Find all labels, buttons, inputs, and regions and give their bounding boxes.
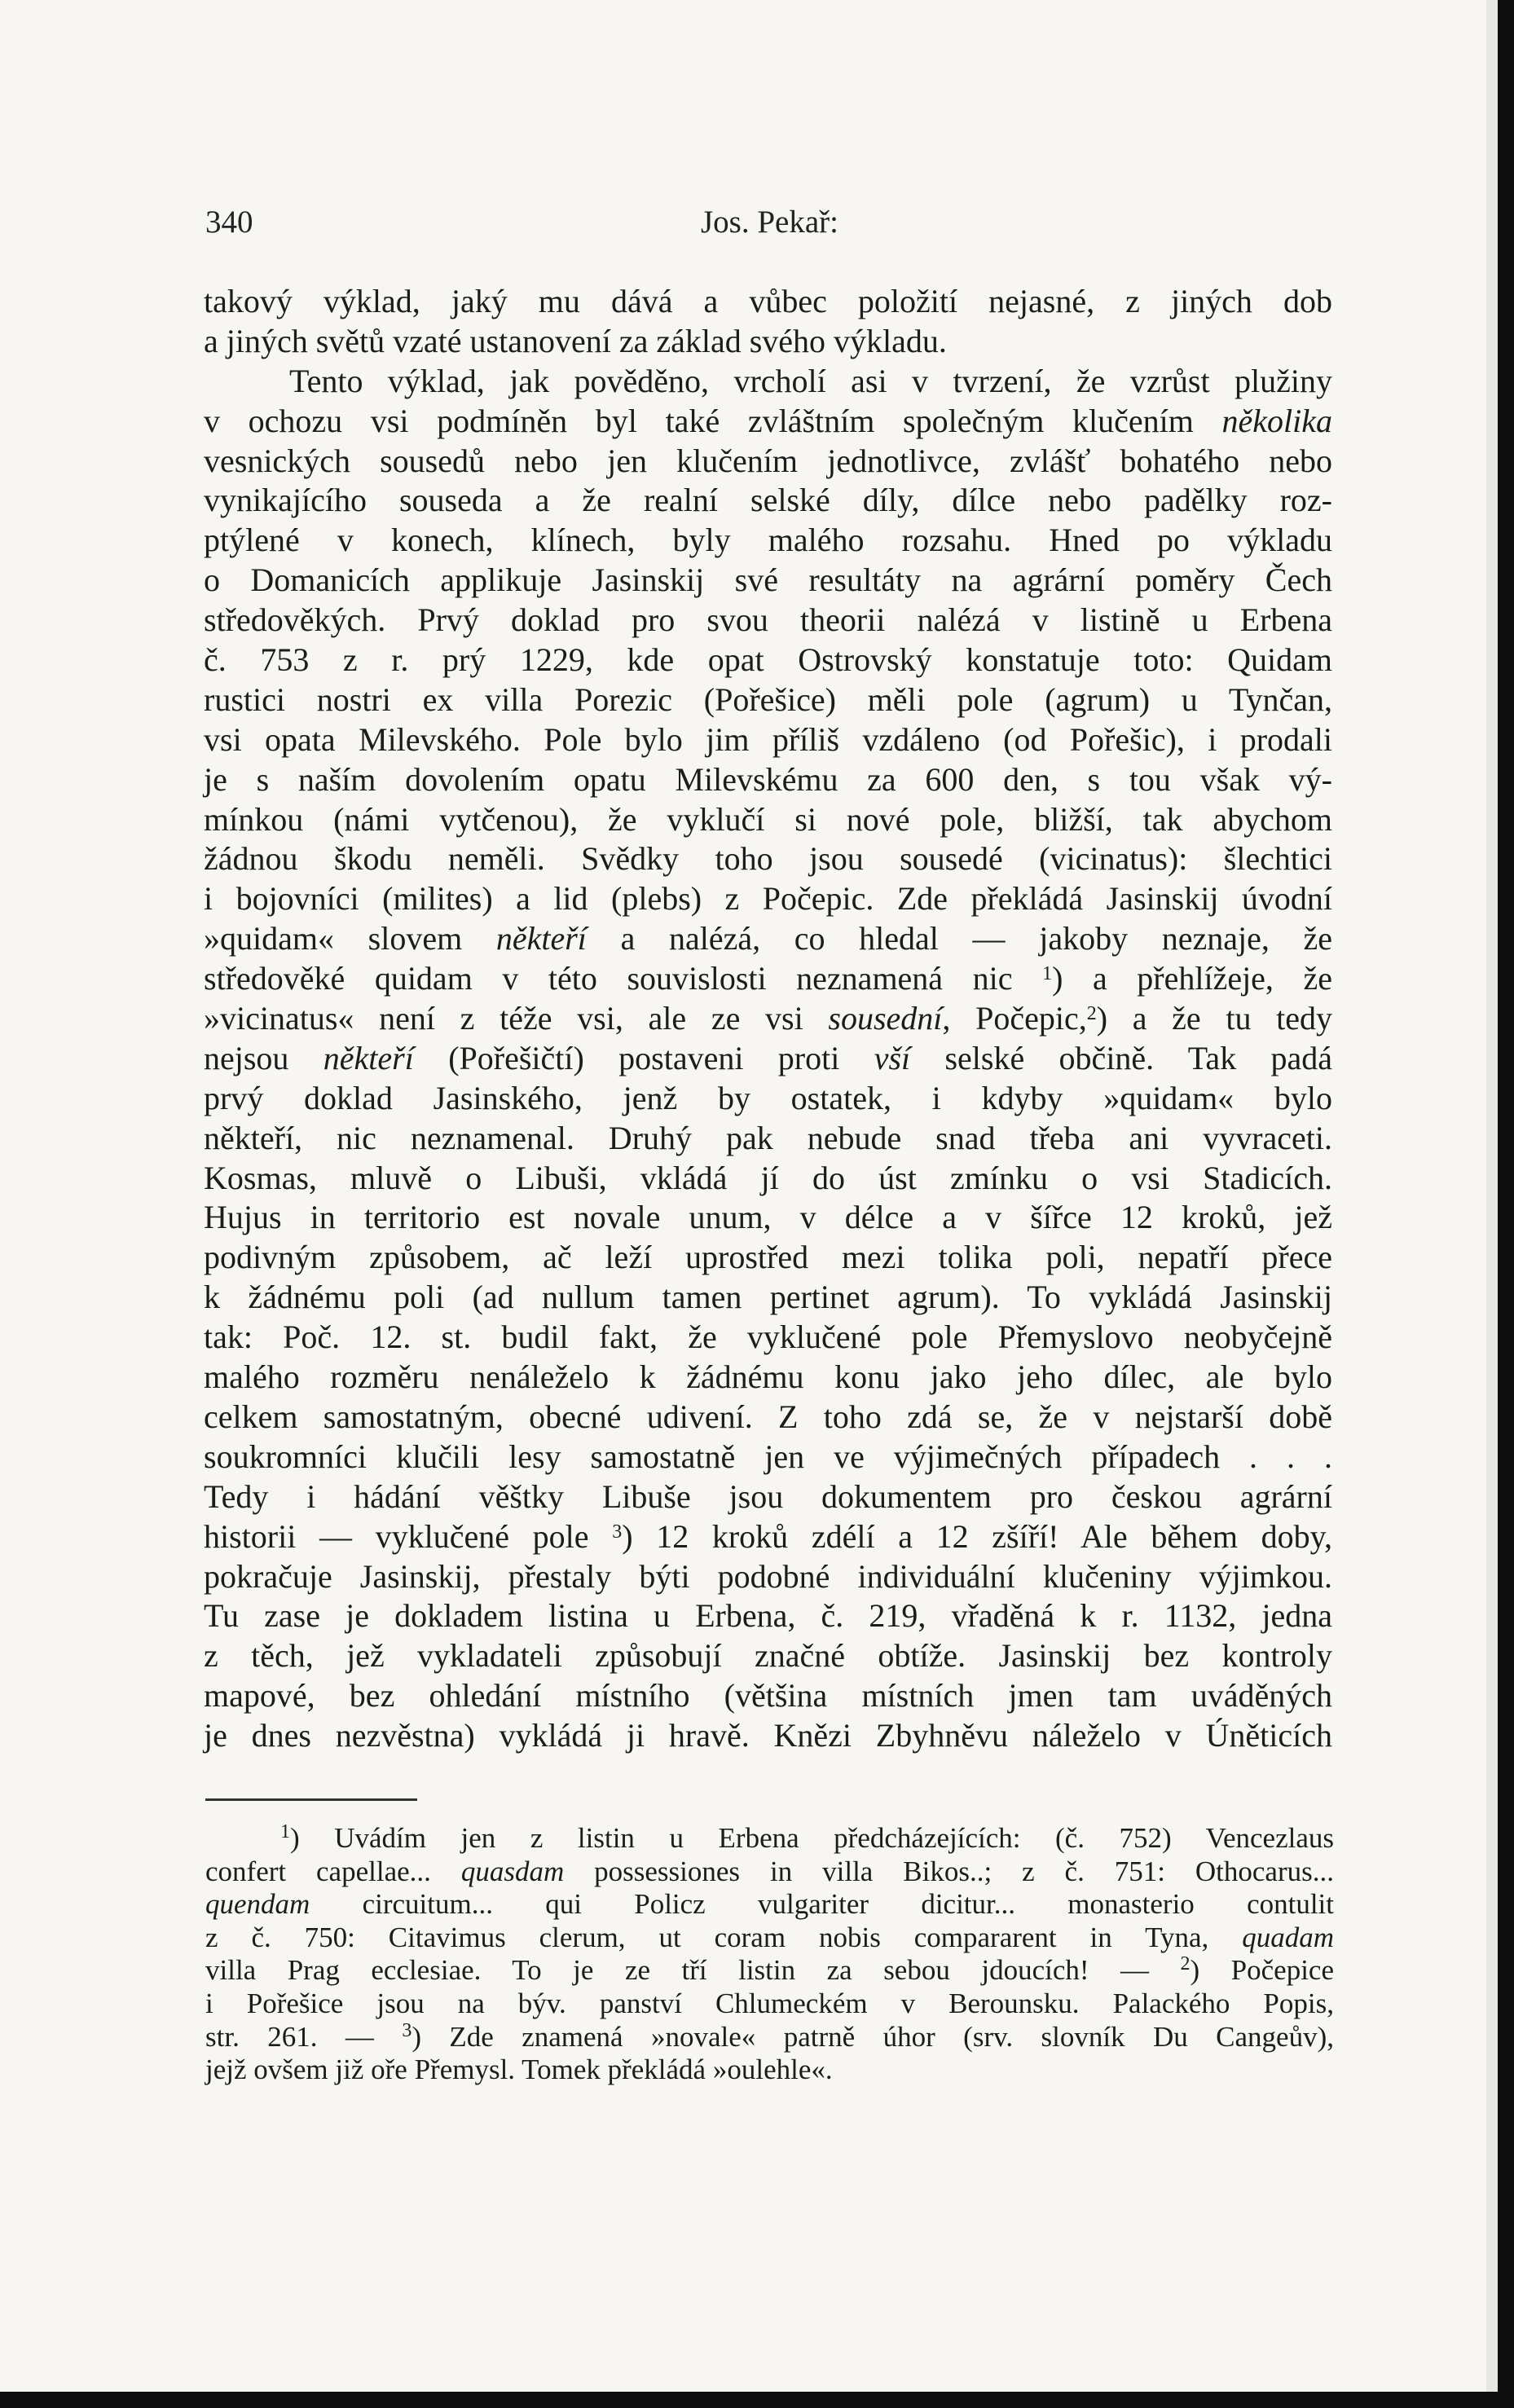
text-line: o Domanicích applikuje Jasinskij své resultáty na agrární poměry Čech (204, 561, 1332, 599)
text-line: soukromníci klučili lesy samostatně jen ve výjimečných případech . . . (204, 1437, 1332, 1475)
text-line: ptýlené v konech, klínech, byly malého rozsahu. Hned po výkladu (204, 522, 1332, 559)
footnote-ref: 3 (612, 1521, 623, 1543)
text-line: i bojovníci (milites) a lid (plebs) z Počepic. Zde překládá Jasinskij úvodní (204, 880, 1332, 918)
text-line: pokračuje Jasinskij, přestaly býti podobné individuální klučeniny výjimkou. (204, 1557, 1332, 1595)
text-line: vsi opata Milevského. Pole bylo jim příliš vzdáleno (od Pořešic), i prodali (204, 720, 1332, 758)
footnotes (205, 1822, 1334, 2087)
footnote-line: villa Prag ecclesiae. To je ze tří listin za sebou jdoucích! — $^2$) Počepice (205, 1953, 1334, 1987)
text-line: mínkou (námi vytčenou), že vyklučí si nové pole, bližší, tak abychom (204, 800, 1332, 838)
page-number: 340 (205, 205, 253, 240)
text-line: je s naším dovolením opatu Milevskému za 600 den, s tou však vý- (204, 760, 1332, 798)
text-line: někteří, nic neznamenal. Druhý pak nebude snad třeba ani vyvraceti. (204, 1119, 1332, 1156)
footnote-ref: 2 (1086, 1003, 1097, 1025)
text-line: mapové, bez ohledání místního (většina místních jmen tam uváděných (204, 1677, 1332, 1715)
text-line: k žádnému poli (ad nullum tamen pertinet agrum). To vykládá Jasinskij (204, 1279, 1332, 1316)
text-line: Tento výklad, jak pověděno, vrcholí asi v tvrzení, že vzrůst plužiny (289, 362, 1332, 399)
text-line: z těch, jež vykladateli způsobují značné obtíže. Jasinskij bez kontroly (204, 1637, 1332, 1675)
text-line: a jiných světů vzaté ustanovení za základ svého výkladu. (204, 322, 947, 359)
text-line: takový výklad, jaký mu dává a vůbec položití nejasné, z jiných dob (204, 283, 1332, 319)
footnote-line: quendam circuitum... qui Policz vulgariter dicitur... monasterio contulit (205, 1888, 1335, 1921)
footnote-line: $^1$) Uvádím jen z listin u Erbena předcházejících: (č. 752) Vencezlaus (280, 1821, 1334, 1854)
text-line: malého rozměru nenáleželo k žádnému konu jako jeho dílec, ale bylo (204, 1358, 1332, 1396)
text-line: v ochozu vsi podmíněn byl také zvláštním společným klučením několika (204, 402, 1333, 439)
text-line: žádnou škodu neměli. Svědky toho jsou sousedé (vicinatus): šlechtici (204, 840, 1332, 878)
footnote-line: confert capellae... quasdam possessiones in villa Bikos..; z č. 751: Othocarus... (205, 1855, 1334, 1887)
text-line: vesnických sousedů nebo jen klučením jednotlivce, zvlášť bohatého nebo (204, 442, 1332, 479)
text-line: »quidam« slovem někteří a nalézá, co hledal — jakoby neznaje, že (204, 920, 1333, 957)
text-line: středověkých. Prvý doklad pro svou theorii nalézá v listině u Erbena (204, 601, 1332, 639)
text-line: Hujus in territorio est novale unum, v délce a v šířce 12 kroků, jež (204, 1199, 1332, 1236)
page-header (205, 204, 1334, 244)
body-text (204, 282, 1332, 1756)
text-line: nejsou někteří (Pořešičtí) postaveni proti vší selské občině. Tak padá (204, 1039, 1333, 1076)
footnote-line: str. 261. — $^3$) Zde znamená »novale« patrně úhor (srv. slovník Du Cangeův), (205, 2019, 1334, 2053)
text-line: Tedy i hádání věštky Libuše jsou dokumentem pro českou agrární (204, 1477, 1332, 1515)
footnote-marker: 2 (1180, 1953, 1191, 1975)
text-line: středověké quidam v této souvislosti neznamená nic $^1$) a přehlížeje, že (204, 960, 1333, 997)
footnote-line: i Pořešice jsou na býv. panství Chlumeckém v Berounsku. Palackého Popis, (205, 1987, 1334, 2019)
text-line: historii — vyklučené pole $^3$) 12 kroků zdélí a 12 zšíří! Ale během doby, (204, 1517, 1333, 1555)
footnote-marker: 3 (402, 2019, 412, 2041)
text-line: rustici nostri ex villa Porezic (Pořešice) měli pole (agrum) u Tynčan, (204, 680, 1332, 718)
running-title: Jos. Pekař: (701, 205, 838, 240)
text-line: celkem samostatným, obecné udivení. Z toho zdá se, že v nejstarší době (204, 1398, 1332, 1435)
footnote-line: z č. 750: Citavimus clerum, ut coram nobis compararent in Tyna, quadam (205, 1921, 1334, 1953)
text-line: tak: Poč. 12. st. budil fakt, že vyklučené pole Přemyslovo neobyčejně (204, 1318, 1332, 1356)
text-line: Tu zase je dokladem listina u Erbena, č. 219, vřaděná k r. 1132, jedna (204, 1597, 1332, 1635)
text-line: podivným způsobem, ač leží uprostřed mezi tolika poli, nepatří přece (204, 1239, 1332, 1276)
text-line: vynikajícího souseda a že realní selské díly, dílce nebo padělky roz- (204, 482, 1332, 519)
text-line: č. 753 z r. prý 1229, kde opat Ostrovský konstatuje toto: Quidam (204, 641, 1332, 679)
text-line: Kosmas, mluvě o Libuši, vkládá jí do úst zmínku o vsi Stadicích. (204, 1159, 1332, 1196)
text-line: prvý doklad Jasinského, jenž by ostatek, i kdyby »quidam« bylo (204, 1079, 1332, 1116)
text-line: je dnes nezvěstna) vykládá ji hravě. Knězi Zbyhněvu náleželo v Úněticích (204, 1717, 1332, 1754)
footnote-divider (205, 1798, 417, 1801)
footnote-line: jejž ovšem již oře Přemysl. Tomek překládá »oulehle«. (205, 2054, 833, 2086)
footnote-ref: 1 (1042, 963, 1053, 985)
footnote-marker: 1 (280, 1821, 290, 1842)
text-line: »vicinatus« není z téže vsi, ale ze vsi sousední, Počepic,$^2$) a že tu tedy (204, 1000, 1333, 1037)
